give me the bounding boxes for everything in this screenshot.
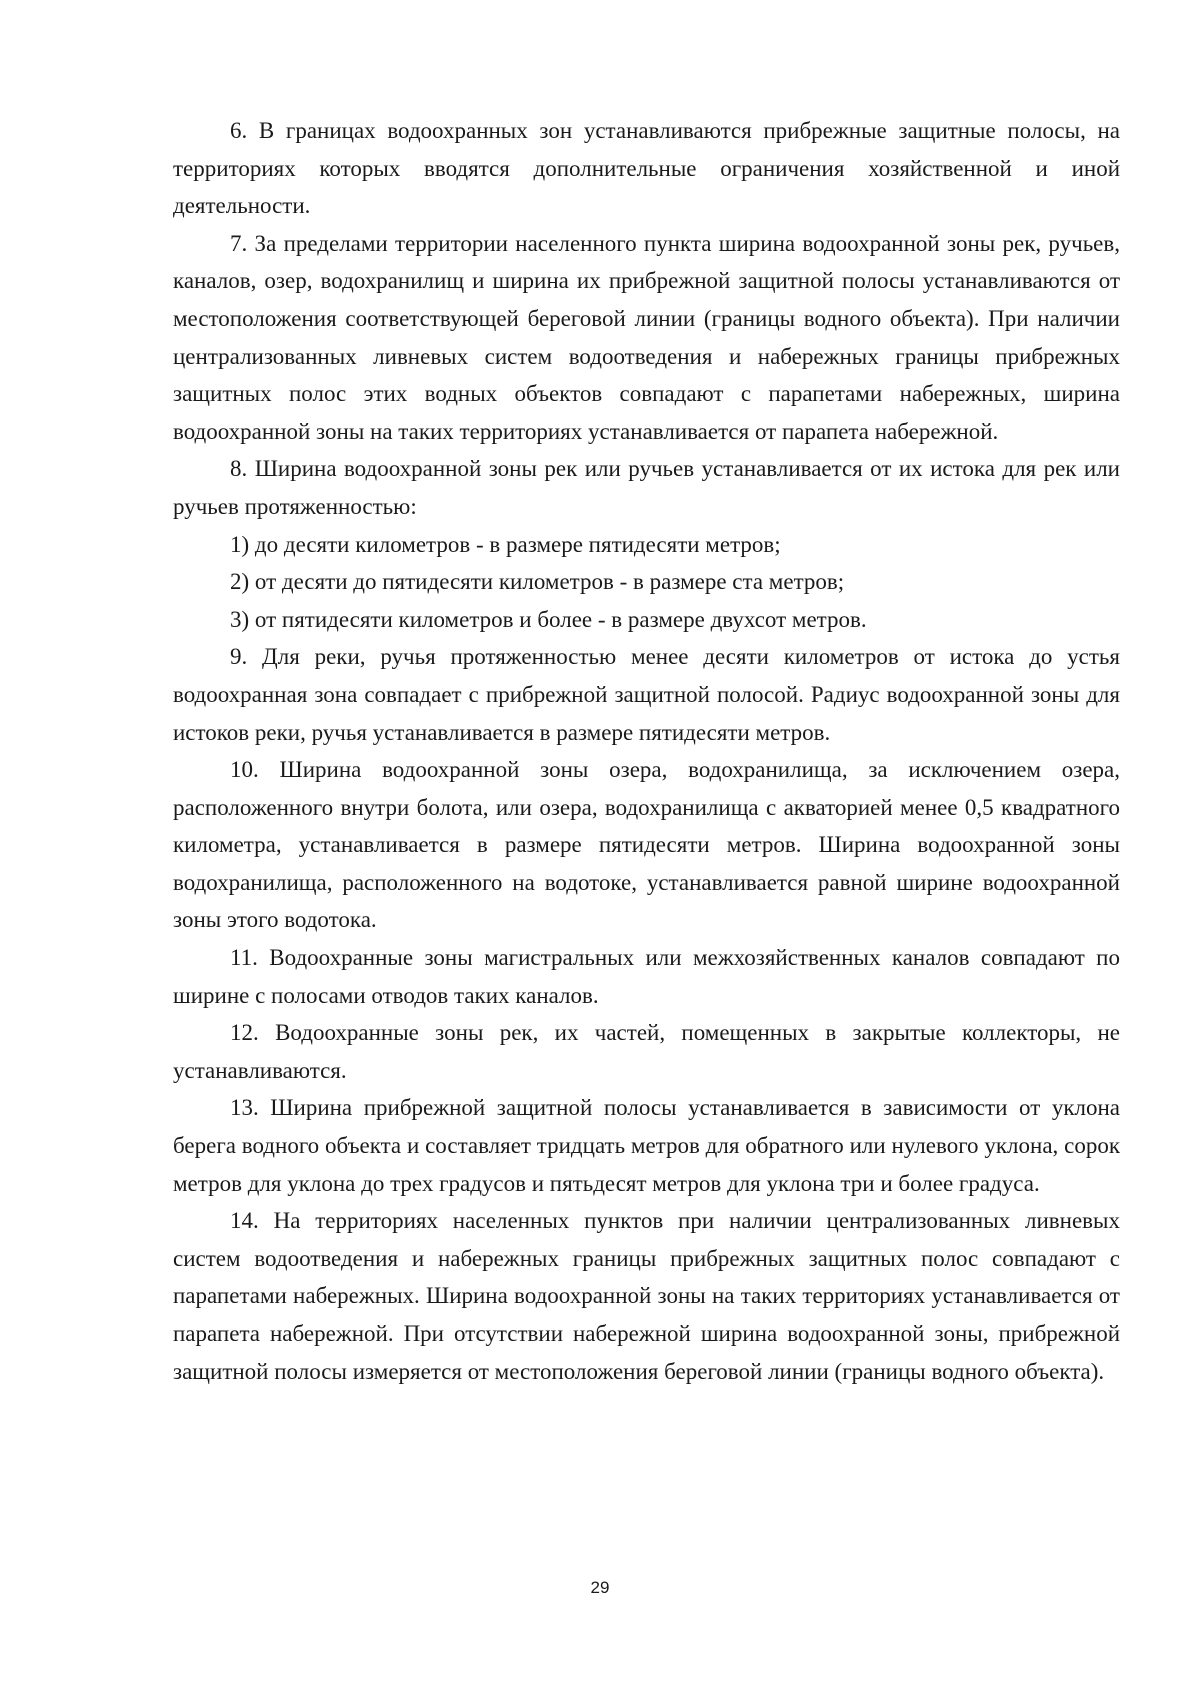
list-item-1: 1) до десяти километров - в размере пятидесяти метров; [230,531,781,557]
paragraph-6: 6. В границах водоохранных зон устанавливаются прибрежные защитные полосы, на территориях которых вводятся дополнительные ограничения хозяйственной и иной деятельности. [173,118,1120,219]
page-number: 29 [590,1578,610,1597]
list-item-3: 3) от пятидесяти километров и более - в размере двухсот метров. [230,606,867,632]
paragraph-13: 13. Ширина прибрежной защитной полосы устанавливается в зависимости от уклона берега водного объекта и составляет тридцать метров для обратного или нулевого уклона, сорок метров для уклона до трех градусов и пятьдесят метров для уклона три и более градуса. [173,1095,1120,1196]
paragraph-8: 8. Ширина водоохранной зоны рек или ручьев устанавливается от их истока для рек или ручьев протяженностью: [173,456,1120,519]
paragraph-14: 14. На территориях населенных пунктов при наличии централизованных ливневых систем водоотведения и набережных границы прибрежных защитных полос совпадают с парапетами набережных. Ширина водоохранной зоны на таких территориях устанавливается от парапета набережной. При отсутствии набережной ширина водоохранной зоны, прибрежной защитной полосы измеряется от местоположения береговой линии (границы водного объекта). [173,1208,1120,1384]
paragraph-10: 10. Ширина водоохранной зоны озера, водохранилища, за исключением озера, расположенного внутри болота, или озера, водохранилища с акваторией менее 0,5 квадратного километра, устанавливается в размере пятидесяти метров. Ширина водоохранной зоны водохранилища, расположенного на водотоке, устанавливается равной ширине водоохранной зоны этого водотока. [173,757,1120,933]
paragraph-11: 11. Водоохранные зоны магистральных или межхозяйственных каналов совпадают по ширине с полосами отводов таких каналов. [173,945,1120,1008]
document-body [173,112,1120,1390]
paragraph-9: 9. Для реки, ручья протяженностью менее десяти километров от истока до устья водоохранная зона совпадает с прибрежной защитной полосой. Радиус водоохранной зоны для истоков реки, ручья устанавливается в размере пятидесяти метров. [173,644,1120,745]
list-item-2: 2) от десяти до пятидесяти километров - в размере ста метров; [230,569,845,595]
paragraph-12: 12. Водоохранные зоны рек, их частей, помещенных в закрытые коллекторы, не устанавливаются. [173,1020,1120,1083]
paragraph-7: 7. За пределами территории населенного пункта ширина водоохранной зоны рек, ручьев, каналов, озер, водохранилищ и ширина их прибрежной защитной полосы устанавливаются от местоположения соответствующей береговой линии (границы водного объекта). При наличии централизованных ливневых систем водоотведения и набережных границы прибрежных защитных полос этих водных объектов совпадают с парапетами набережных, ширина водоохранной зоны на таких территориях устанавливается от парапета набережной. [173,230,1120,444]
